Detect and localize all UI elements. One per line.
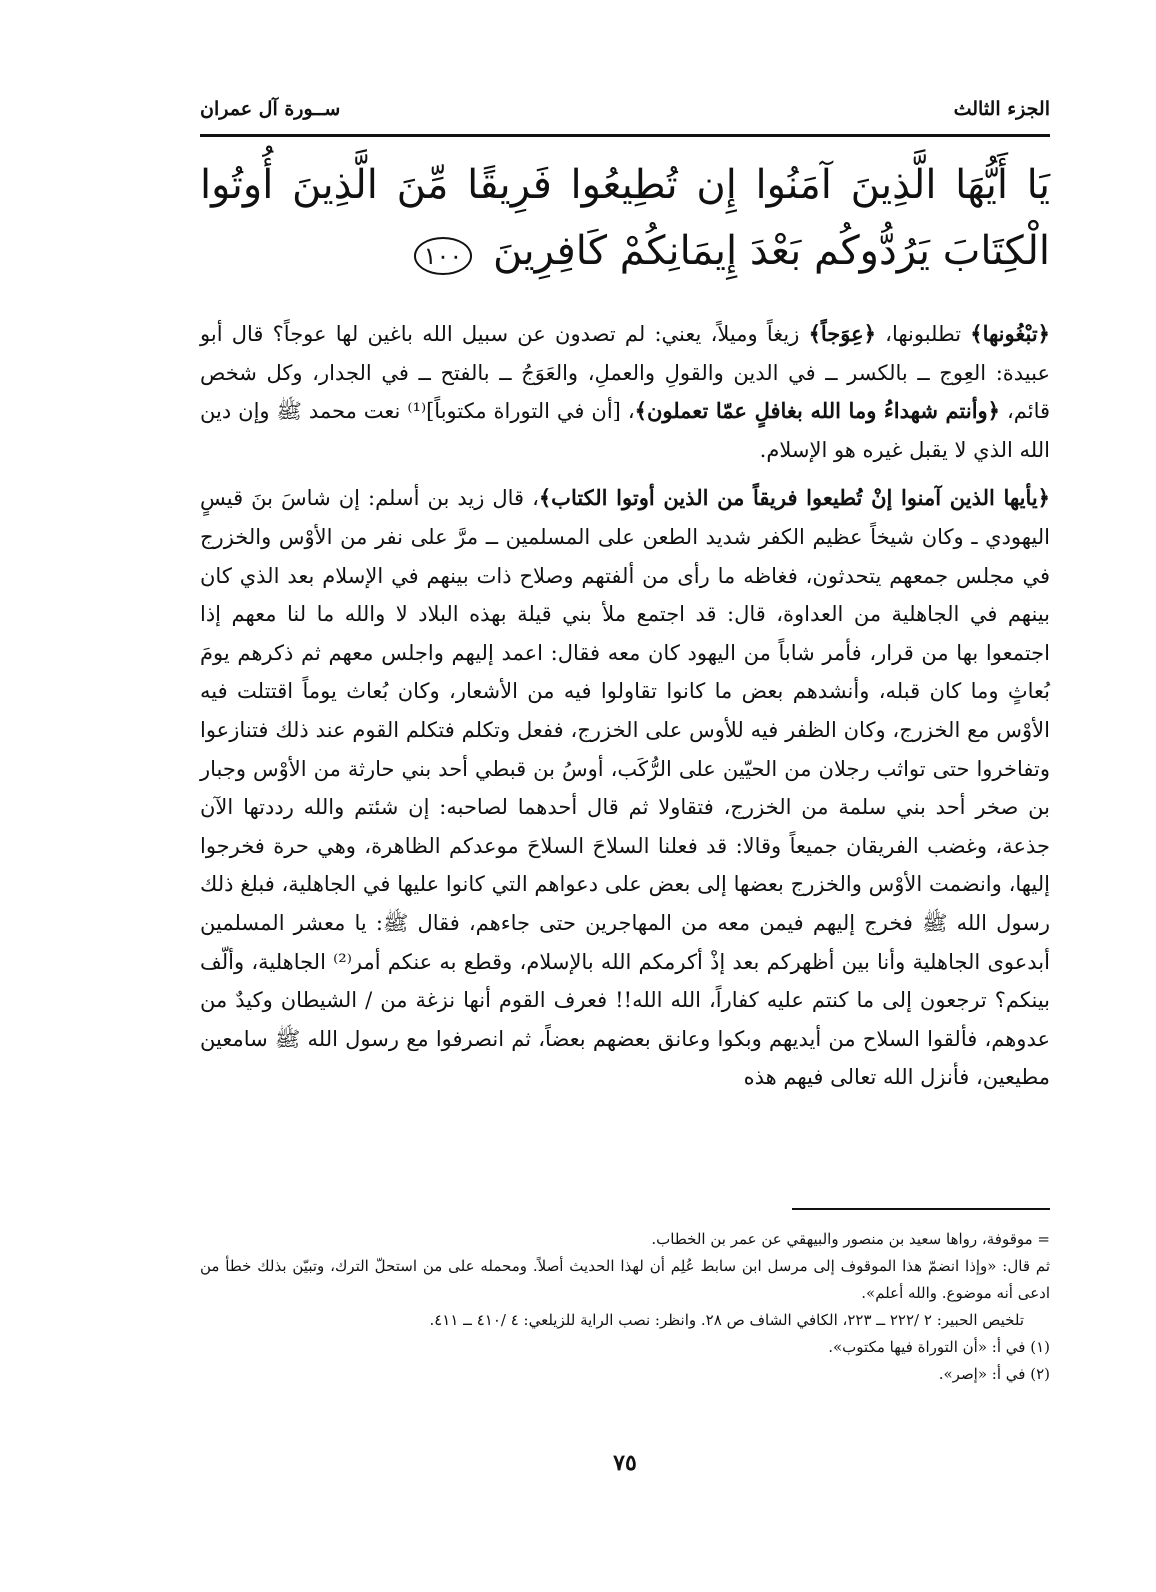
verse-number: ١٠٠ (423, 242, 463, 270)
text-run: زيغاً وميلاً، يعني: لم تصدون عن سبيل الله باغين لها عوجاً؟ قال أبو عبيدة: العِوج ــ بالكسر ــ في الدين والقولِ والعملِ، والعَوَجُ ــ بالفتح ــ في الجدار، وكل شخص قائم، (200, 322, 1051, 424)
text-run: تطلبونها، (875, 322, 971, 346)
footnote-2: (٢) في أ: «إصر». (938, 1365, 1050, 1383)
part-title: الجزء الثالث (953, 98, 1050, 120)
footnote-1: (١) في أ: «أن التوراة فيها مكتوب». (828, 1338, 1050, 1356)
footnote-continuation-3: تلخيص الحبير: ٢ /٢٢٢ ــ ٢٢٣، الكافي الشاف ص ٢٨. وانظر: نصب الراية للزيلعي: ٤ /٤١٠ ــ ٤١١. (429, 1311, 1024, 1329)
text-run: ﴿يأيها الذين آمنوا إنْ تُطيعوا فريقاً من الذين أوتوا الكتاب﴾ (538, 485, 1050, 511)
book-page (200, 90, 1050, 1550)
running-header (200, 98, 1050, 132)
footnote-continuation-2: ثم قال: «وإذا انضمّ هذا الموقوف إلى مرسل ابن سابط عُلِم أن لهذا الحديث أصلاً. ومحمله على من استحلّ الترك، وتبيّن بذلك خطأ من ادعى أنه موضوع. والله أعلم». (200, 1257, 1050, 1302)
text-run: ﴿تبْغُونها﴾ (970, 321, 1050, 346)
header-divider (200, 134, 1050, 137)
footnote-continuation: = موقوفة، رواها سعيد بن منصور والبيهقي عن عمر بن الخطاب. (651, 1230, 1050, 1248)
surah-title: ســورة آل عمران (200, 98, 341, 120)
footnote-divider (792, 1208, 1050, 1210)
text-run: ، قال زيد بن أسلم: إن شاسَ بنَ قيسٍ اليهودي ـ وكان شيخاً عظيم الكفر شديد الطعن على المسلمين ــ مرَّ على نفر من الأوْس والخزرج في مجلس جمعهم يتحدثون، فغاظه ما رأى من ألفتهم وصلاح ذات بينهم في الإسلام بعد الذي كان بينهم في الجاهلية من العداوة، قال: قد اجتمع ملأ بني قيلة بهذه البلاد لا والله ما لنا معهم إذا اجتمعوا بها من قرار، فأمر شاباً من اليهود كان معه فقال: اعمد إليهم واجلس معهم ثم ذكرهم يومَ بُعاثٍ وما كان قبله، وأنشدهم بعض ما كانوا تقاولوا فيه من الأشعار، وكان بُعاث يوماً اقتتلت فيه الأوْس مع الخزرج، وكان الظفر فيه للأوس على الخزرج، ففعل وتكلم فتكلم القوم عند ذلك فتنازعوا وتفاخروا حتى تواثب رجلان من الحيّين على الرُّكَب، أوسُ بن قبطي أحد بني حارثة من الأوْس وجبار بن صخر أحد بني سلمة من الخزرج، فتقاولا ثم قال أحدهما لصاحبه: إن شئتم والله رددتها الآن جذعة، وغضب الفريقان جميعاً وقالا: قد فعلنا السلاحَ السلاحَ موعدكم الظاهرة، وهي حرة فخرجوا إليها، وانضمت الأوْس والخزرج بعضها إلى بعض على دعواهم التي كانوا عليها في الجاهلية، فبلغ ذلك رسول الله ﷺ فخرج إليهم فيمن معه من المهاجرين حتى جاءهم، فقال ﷺ: يا معشر المسلمين أبدعوى الجاهلية وأنا بين أظهركم بعد إذْ أكرمكم الله بالإسلام، وقطع به عنكم أمر⁽²⁾ الجاهلية، وألّف بينكم؟ ترجعون إلى ما كنتم عليه كفاراً، الله الله!! فعرف القوم أنها نزغة من / الشيطان وكيدٌ من عدوهم، فألقوا السلاح من أيديهم وبكوا وعانق بعضهم بعضاً، ثم انصرفوا مع رسول الله ﷺ سامعين مطيعين، فأنزل الله تعالى فيهم هذه (200, 486, 1050, 1090)
tafsir-paragraph-1 (200, 315, 1050, 469)
verse-number-marker (414, 237, 473, 275)
footnotes (200, 1226, 1050, 1388)
text-run: ﴿عِوَجاً﴾ (808, 321, 876, 346)
text-run: ، [أن في التوراة مكتوباً]⁽¹⁾ نعت محمد ﷺ وإن دين الله الذي لا يقبل غيره هو الإسلام. (200, 399, 1050, 462)
tafsir-paragraph-2 (200, 479, 1050, 1097)
quran-verse (200, 152, 1050, 292)
verse-text: يَا أَيُّهَا الَّذِينَ آمَنُوا إِن تُطِيعُوا فَرِيقًا مِّنَ الَّذِينَ أُوتُوا الْكِتَابَ يَرُدُّوكُم بَعْدَ إِيمَانِكُمْ كَافِرِينَ (200, 162, 1050, 274)
tafsir-body (200, 315, 1050, 1097)
text-run: ﴿وأنتم شهداءُ وما الله بغافلٍ عمّا تعملون﴾ (634, 398, 1000, 424)
page-number: ٧٥ (613, 1450, 637, 1476)
